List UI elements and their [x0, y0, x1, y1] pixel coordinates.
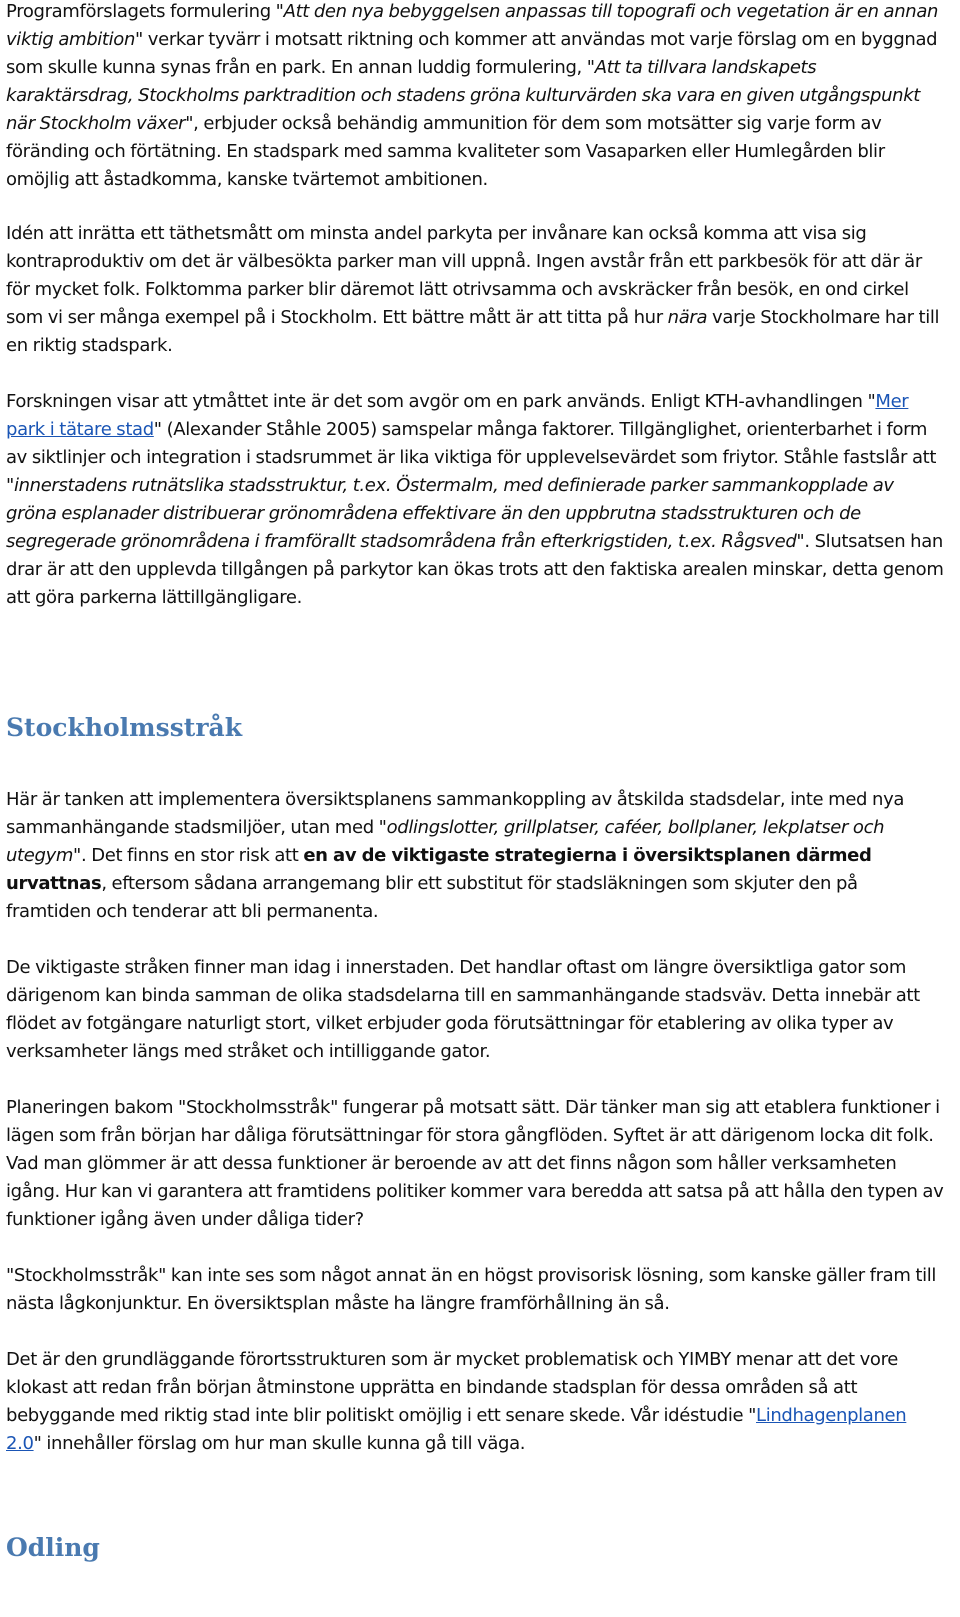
section-heading-odling: Odling — [6, 1533, 100, 1562]
paragraph-program-formulation: Programförslagets formulering "Att den nya bebyggelsen anpassas till topografi och vegetation är en annan viktig ambition" verkar tyvärr i motsatt riktning och kommer att användas mot varje förslag om en byggnad som skulle kunna synas från en park. En annan luddig formulering, "Att ta tillvara landskapets karaktärsdrag, Stockholms parktradition och stadens gröna kulturvärden ska vara en given utgångspunkt när Stockholm växer", erbjuder också behändig ammunition för dem som motsätter sig varje form av föränding och förtätning. En stadspark med samma kvaliteter som Vasaparken eller Humlegården blir omöjlig att åstadkomma, kanske tvärtemot ambitionen. — [6, 1, 939, 190]
paragraph-important-routes: De viktigaste stråken finner man idag i innerstaden. Det handlar oftast om längre översiktliga gator som därigenom kan binda samman de olika stadsdelarna till en sammanhängande stadsväv. Detta innebär att flödet av fotgängare naturligt stort, vilket erbjuder goda förutsättningar för etablering av olika typer av verksamheter längs med stråket och intilliggande gator. — [6, 957, 920, 1062]
paragraph-research: Forskningen visar att ytmåttet inte är det som avgör om en park används. Enligt KTH-avhandlingen "Mer park i tätare stad" (Alexander Ståhle 2005) samspelar många faktorer. Tillgänglighet, orienterbarhet i form av siktlinjer och integration i stadsrummet är lika viktiga för upplevelsevärdet som friytor. Ståhle fastslår att "innerstadens rutnätslika stadsstruktur, t.ex. Östermalm, med definierade parker sammankopplade av gröna esplanader distribuerar grönområdena effektivare än den uppbrutna stadsstrukturen och de segregerade grönområdena i framförallt stadsområdena från efterkrigstiden, t.ex. Rågsved". Slutsatsen han drar är att den upplevda tillgången på parkytor kan ökas trots att den faktiska arealen minskar, detta genom att göra parkerna lättillgängligare. — [6, 391, 944, 608]
section-heading-stockholmsstrak-wrap — [6, 708, 242, 748]
paragraph-provisional: "Stockholmsstråk" kan inte ses som något annat än en högst provisorisk lösning, som kanske gäller fram till nästa lågkonjunktur. En översiktsplan måste ha längre framförhållning än så. — [6, 1265, 937, 1314]
quote-odlingslotter: odlingslotter, grillplatser, caféer, bollplaner, lekplatser och utegym" — [6, 817, 885, 866]
paragraph-density-measure: Idén att inrätta ett täthetsmått om minsta andel parkyta per invånare kan också komma att visa sig kontraproduktiv om det är välbesökta parker man vill uppnå. Ingen avstår från ett parkbesök för att där är för mycket folk. Folktomma parker blir däremot lätt otrivsamma och avskräcker från besök, en ond cirkel som vi ser många exempel på i Stockholm. Ett bättre mått är att titta på hur nära varje Stockholmare har till en riktig stadspark. — [6, 223, 940, 356]
bold-strategy: en av de viktigaste strategierna i översiktsplanen därmed urvattnas — [6, 845, 872, 894]
emphasis-nara: nära — [667, 307, 708, 328]
paragraph-implementation: Här är tanken att implementera översiktsplanens sammankoppling av åtskilda stadsdelar, inte med nya sammanhängande stadsmiljöer, utan med "odlingslotter, grillplatser, caféer, bollplaner, lekplatser och utegym". Det finns en stor risk att en av de viktigaste strategierna i översiktsplanen därmed urvattnas, eftersom sådana arrangemang blir ett substitut för stadsläkningen som skjuter den på framtiden och tenderar att bli permanenta. — [6, 789, 905, 922]
paragraph-suburb-structure: Det är den grundläggande förortsstrukturen som är mycket problematisk och YIMBY menar att det vore klokast att redan från början åtminstone upprätta en bindande stadsplan för dessa områden så att bebyggande med riktig stad inte blir politiskt omöjlig i ett senare skede. Vår idéstudie "Lindhagenplanen 2.0" innehåller förslag om hur man skulle kunna gå till väga. — [6, 1349, 907, 1454]
link-mer-park[interactable]: Mer park i tätare stad — [6, 391, 909, 440]
link-lindhagenplanen[interactable]: Lindhagenplanen 2.0 — [6, 1405, 907, 1454]
section-heading-odling-wrap — [6, 1528, 100, 1568]
quote-topography: Att den nya bebyggelsen anpassas till topografi och vegetation är en annan viktig ambition" — [6, 1, 939, 50]
paragraph-planning: Planeringen bakom "Stockholmsstråk" fungerar på motsatt sätt. Där tänker man sig att etablera funktioner i lägen som från början har dåliga förutsättningar för stora gångflöden. Syftet är att därigenom locka dit folk. Vad man glömmer är att dessa funktioner är beroende av att det finns någon som håller verksamheten igång. Hur kan vi garantera att framtidens politiker kommer vara beredda att satsa på att hålla den typen av funktioner igång även under dåliga tider? — [6, 1097, 944, 1230]
section-heading-stockholmsstrak: Stockholmsstråk — [6, 713, 243, 742]
quote-landscape: Att ta tillvara landskapets karaktärsdrag, Stockholms parktradition och stadens gröna kulturvärden ska vara en given utgångspunkt när Stockholm växer" — [6, 57, 920, 134]
quote-stahle: innerstadens rutnätslika stadsstruktur, t.ex. Östermalm, med definierade parker sammankopplade av gröna esplanader distribuerar grönområdena effektivare än den uppbrutna stadsstrukturen och de segregerade grönområdena i framförallt stadsområdena från efterkrigstiden, t.ex. Rågsved" — [6, 475, 894, 552]
